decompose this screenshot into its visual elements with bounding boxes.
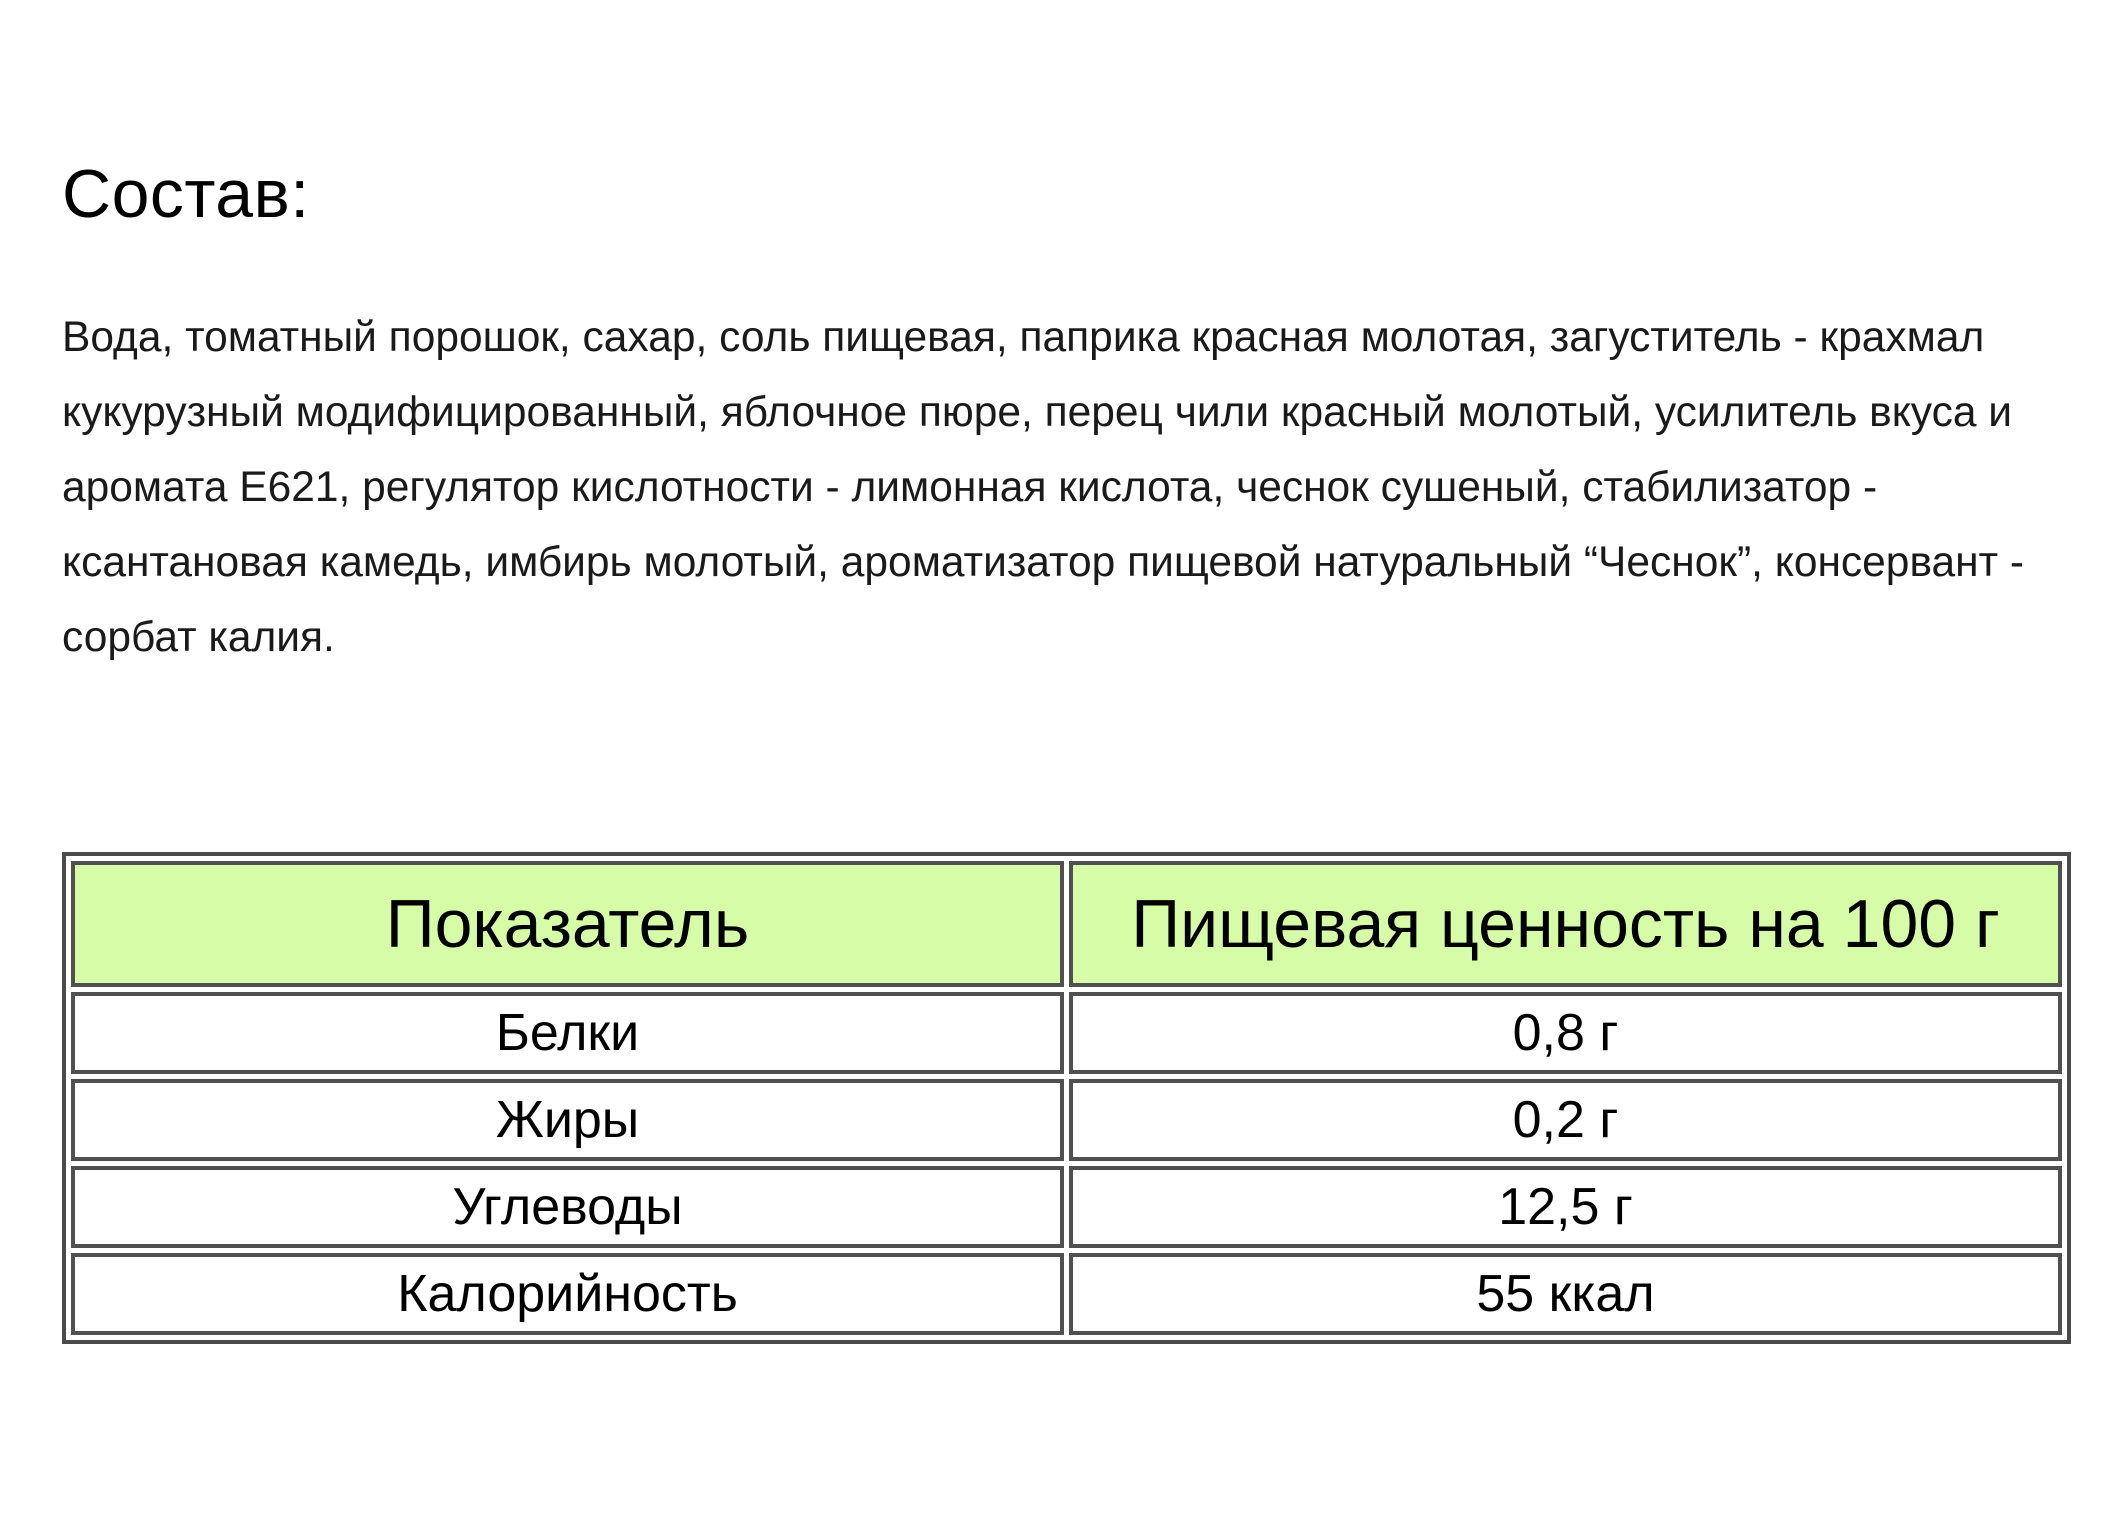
header-nutritional-value: Пищевая ценность на 100 г	[1069, 861, 2062, 987]
row-value: 12,5 г	[1069, 1166, 2062, 1248]
row-label: Калорийность	[71, 1253, 1064, 1335]
header-indicator: Показатель	[71, 861, 1064, 987]
row-value: 55 ккал	[1069, 1253, 2062, 1335]
row-label: Углеводы	[71, 1166, 1064, 1248]
ingredients-text: Вода, томатный порошок, сахар, соль пищевая, паприка красная молотая, загуститель - крахмал кукурузный модифицированный, яблочное пюре, перец чили красный молотый, усилитель вкуса и аромата Е621, регулятор кислотности - лимонная кислота, чеснок сушеный, стабилизатор - ксантановая камедь, имбирь молотый, ароматизатор пищевой натуральный “Чеснок”, консервант - сорбат калия.	[62, 314, 2025, 661]
table-row	[71, 1079, 2062, 1161]
table-header-row	[71, 861, 2062, 987]
row-value: 0,8 г	[1069, 992, 2062, 1074]
table-row	[71, 992, 2062, 1074]
table-row	[71, 1166, 2062, 1248]
nutrition-table	[62, 852, 2071, 1344]
row-label: Жиры	[71, 1079, 1064, 1161]
row-label: Белки	[71, 992, 1064, 1074]
composition-heading: Состав:	[62, 156, 310, 232]
table-row	[71, 1253, 2062, 1335]
row-value: 0,2 г	[1069, 1079, 2062, 1161]
